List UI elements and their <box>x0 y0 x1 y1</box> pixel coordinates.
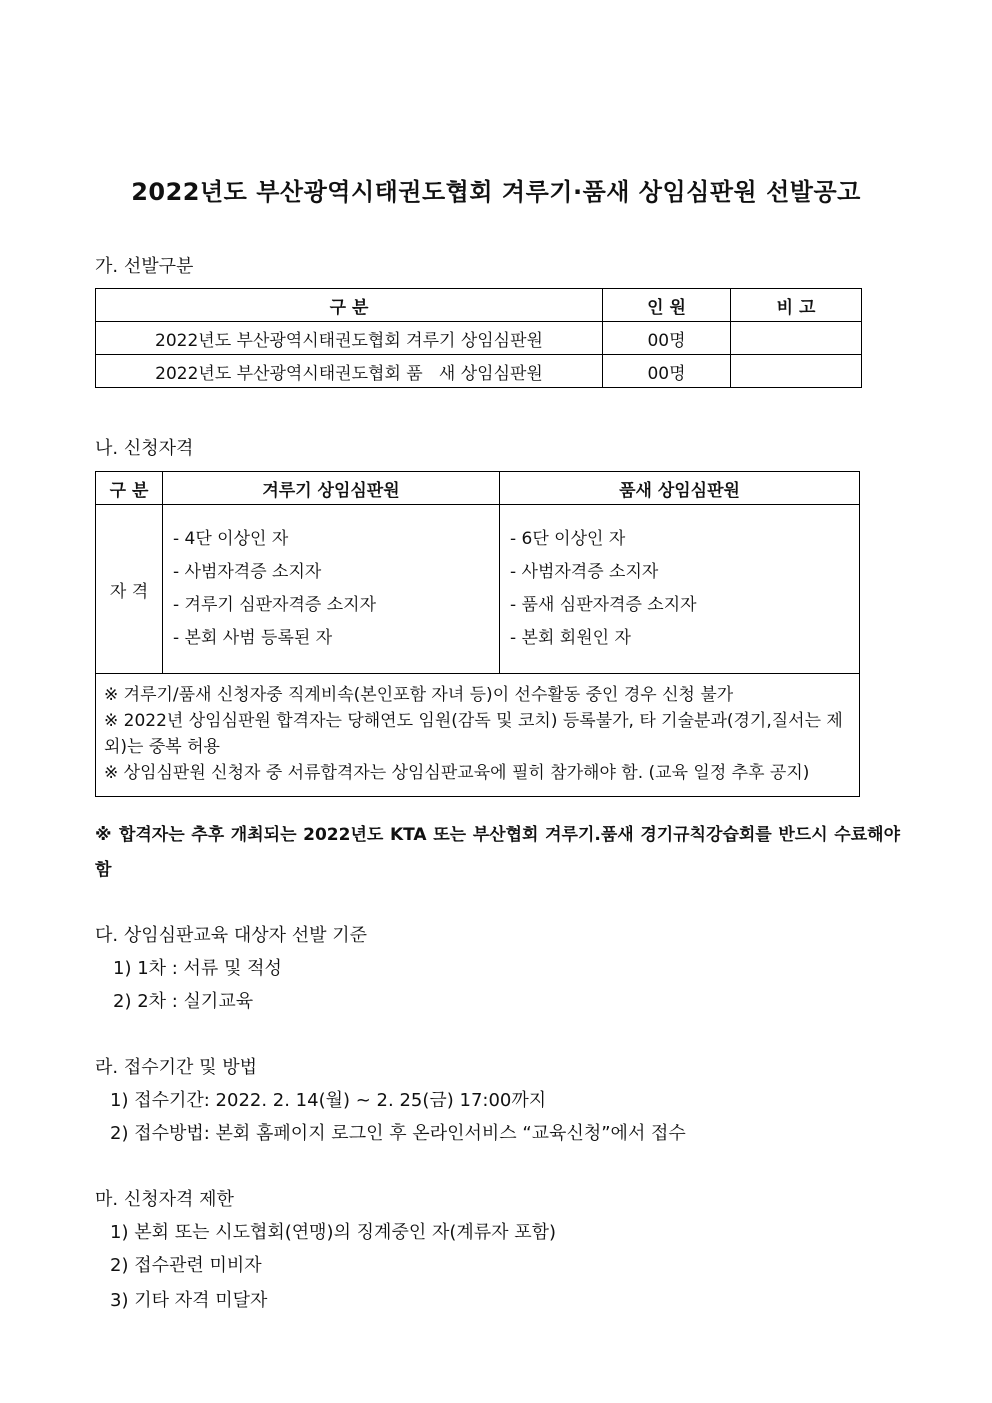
column-header-remarks: 비 고 <box>731 289 862 322</box>
row-category: 2022년도 부산광역시태권도협회 품 새 상임심판원 <box>96 355 603 388</box>
list-item: - 6단 이상인 자 <box>510 529 626 549</box>
section-heading-criteria: 다. 상임심판교육 대상자 선발 기준 <box>95 925 368 946</box>
list-item: 1) 본회 또는 시도협회(연맹)의 징계중인 자(계류자 포함) <box>110 1222 557 1243</box>
list-item: - 사범자격증 소지자 <box>510 562 659 582</box>
row-label-qualification: 자 격 <box>96 505 163 674</box>
note-item: ※ 상임심판원 신청자 중 서류합격자는 상임심판교육에 필히 참가해야 함. (교육 일정 추후 공지) <box>104 763 810 783</box>
section-heading-application: 라. 접수기간 및 방법 <box>95 1057 257 1078</box>
row-remarks <box>731 355 862 388</box>
list-item: - 본회 회원인 자 <box>510 628 631 648</box>
list-item: - 사범자격증 소지자 <box>173 562 322 582</box>
list-item: 2) 2차 : 실기교육 <box>113 991 254 1012</box>
list-item: 3) 기타 자격 미달자 <box>110 1290 268 1311</box>
column-header-category: 구 분 <box>96 472 163 505</box>
page-title: 2022년도 부산광역시태권도협회 겨루기·품새 상임심판원 선발공고 <box>131 178 861 206</box>
list-item: - 겨루기 심판자격증 소지자 <box>173 595 376 615</box>
column-header-poomsae: 품새 상임심판원 <box>500 472 860 505</box>
table-row <box>96 674 860 797</box>
table-row <box>96 322 862 355</box>
column-header-category: 구 분 <box>96 289 603 322</box>
list-item: - 본회 사범 등록된 자 <box>173 628 333 648</box>
table-header-row <box>96 472 860 505</box>
note-item: ※ 겨루기/품새 신청자중 직계비속(본인포함 자녀 등)이 선수활동 중인 경우 신청 불가 <box>104 685 734 705</box>
row-category: 2022년도 부산광역시태권도협회 겨루기 상임심판원 <box>96 322 603 355</box>
row-count: 00명 <box>603 355 731 388</box>
completion-notice: ※ 합격자는 추후 개최되는 2022년도 KTA 또는 부산협회 겨루기.품새 경기규칙강습회를 반드시 수료해야 함 <box>95 825 900 880</box>
list-item: 2) 접수관련 미비자 <box>110 1255 262 1276</box>
table-row <box>96 355 862 388</box>
list-item: - 4단 이상인 자 <box>173 529 289 549</box>
row-count: 00명 <box>603 322 731 355</box>
list-item: - 품새 심판자격증 소지자 <box>510 595 697 615</box>
column-header-count: 인 원 <box>603 289 731 322</box>
qualification-table <box>95 471 860 797</box>
list-item: 1) 접수기간: 2022. 2. 14(월) ~ 2. 25(금) 17:00까지 <box>110 1090 547 1111</box>
table-header-row <box>96 289 862 322</box>
section-heading-selection: 가. 선발구분 <box>95 256 194 277</box>
poomsae-requirements <box>500 505 860 674</box>
table-row <box>96 505 860 674</box>
column-header-kyorugi: 겨루기 상임심판원 <box>163 472 500 505</box>
list-item: 2) 접수방법: 본회 홈페이지 로그인 후 온라인서비스 “교육신청”에서 접수 <box>110 1123 686 1144</box>
list-item: 1) 1차 : 서류 및 적성 <box>113 958 282 979</box>
selection-table <box>95 288 862 388</box>
notes-cell <box>96 674 860 797</box>
row-remarks <box>731 322 862 355</box>
section-heading-restrictions: 마. 신청자격 제한 <box>95 1189 234 1210</box>
kyorugi-requirements <box>163 505 500 674</box>
note-item: ※ 2022년 상임심판원 합격자는 당해연도 임원(감독 및 코치) 등록불가, 타 기술분과(경기,질서는 제외)는 중복 허용 <box>104 711 843 757</box>
section-heading-qualification: 나. 신청자격 <box>95 438 194 459</box>
